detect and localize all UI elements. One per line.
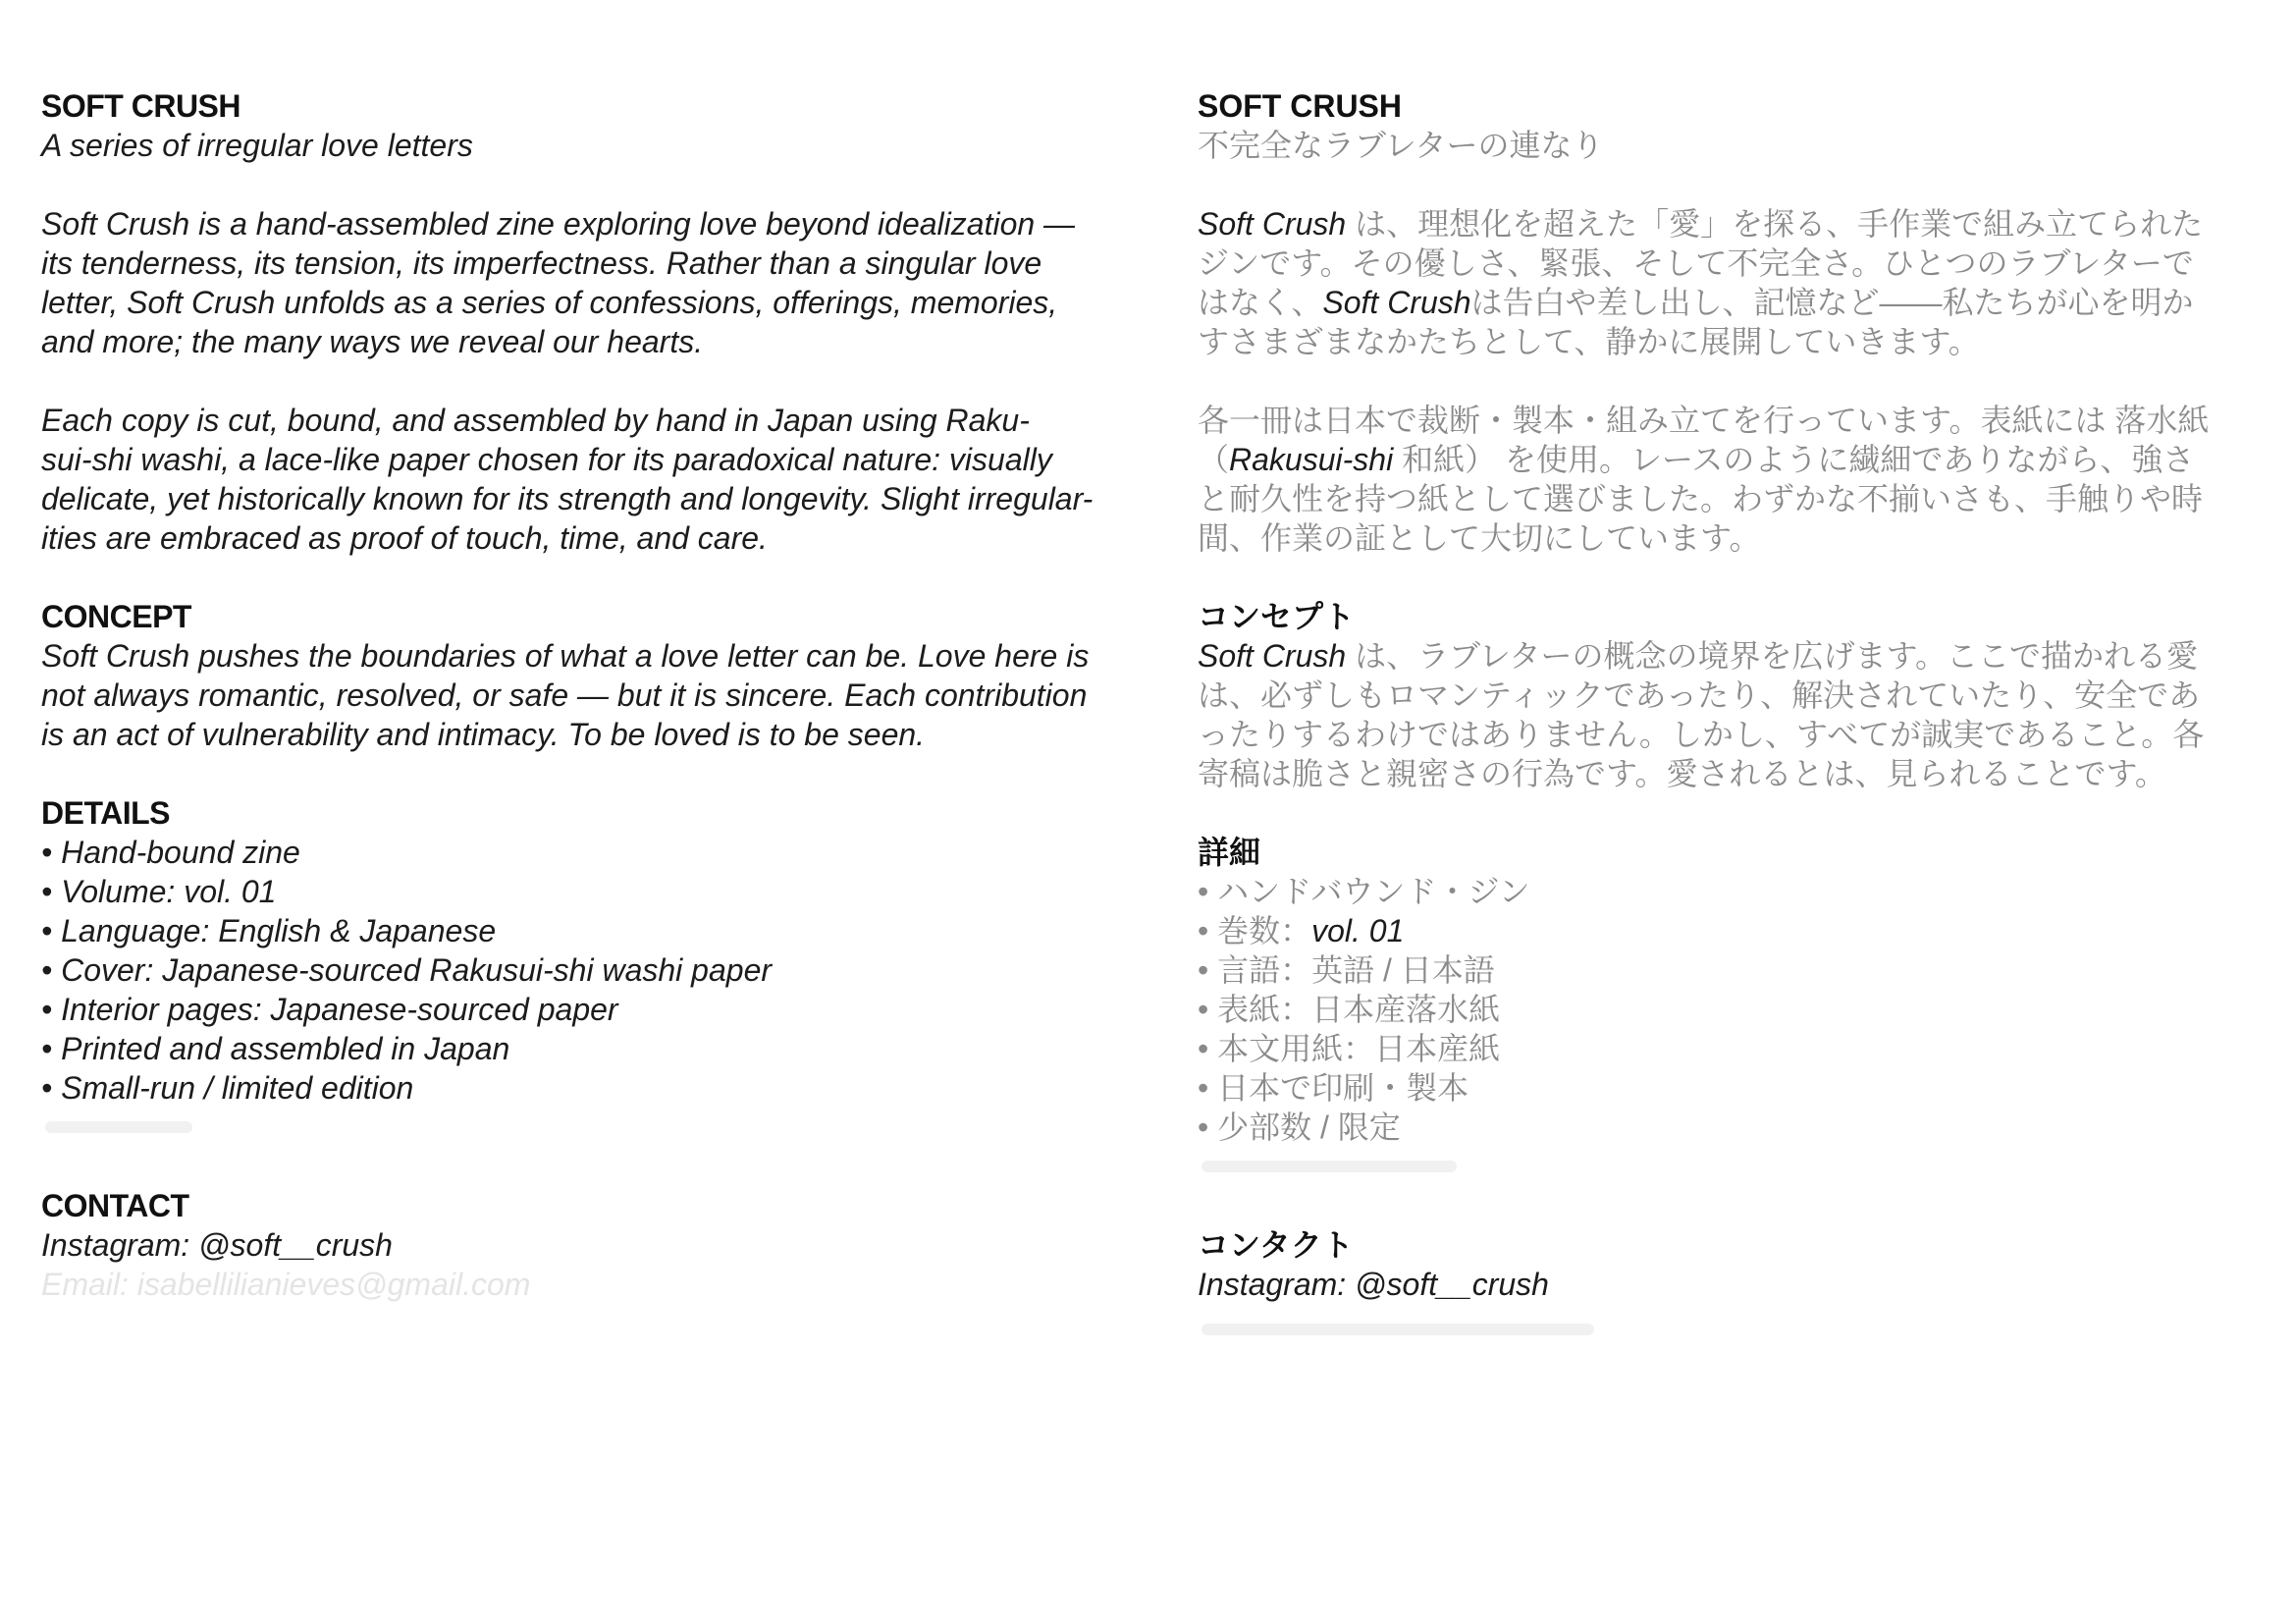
concept-paragraph-ja — [1198, 636, 2277, 793]
intro-line: its tenderness, its tension, its imperfectness. Rather than a singular love — [41, 245, 1042, 281]
concept-heading: CONCEPT — [41, 599, 191, 634]
paper-line-ja: 各一冊は日本で裁断・製本・組み立てを行っています。表紙には 落水紙 — [1198, 403, 2210, 438]
paper-line-ja — [1198, 440, 2277, 479]
intro-line-ja: ジンです。その優しさ、緊張、そして不完全さ。ひとつのラブレターで — [1198, 245, 2194, 281]
rakusui-shi-term: Rakusui-shi — [1229, 442, 1394, 477]
list-item: • Volume: vol. 01 — [41, 874, 277, 909]
paper-text: （ — [1198, 442, 1230, 477]
subtitle-ja: 不完全なラブレターの連なり — [1198, 128, 1604, 163]
faded-email-line — [1198, 1304, 2277, 1343]
soft-crush-name: Soft Crush — [1198, 206, 1347, 242]
soft-crush-name: Soft Crush — [1198, 638, 1347, 674]
list-item: • Interior pages: Japanese-sourced paper — [41, 992, 618, 1027]
details-heading-ja: 詳細 — [1198, 835, 1261, 870]
details-list-ja — [1198, 872, 2277, 1186]
intro-line-ja — [1198, 204, 2277, 244]
list-item: • Printed and assembled in Japan — [41, 1031, 510, 1066]
list-item-ja: • ハンドバウンド・ジン — [1198, 874, 1530, 909]
intro-line-ja — [1198, 283, 2277, 322]
concept-line-ja: ったりするわけではありません。しかし、すべてが誠実であること。各 — [1198, 717, 2205, 752]
details-heading: DETAILS — [41, 795, 171, 831]
paper-line-ja: と耐久性を持つ紙として選びました。わずかな不揃いさも、手触りや時 — [1198, 481, 2204, 516]
concept-text: は、ラブレターの概念の境界を広げます。ここで描かれる愛 — [1346, 638, 2198, 674]
paper-paragraph — [41, 401, 1121, 558]
contact-heading: CONTACT — [41, 1188, 189, 1223]
faded-list-item — [41, 1108, 1121, 1147]
intro-text: は、理想化を超えた「愛」を探る、手作業で組み立てられた — [1346, 206, 2204, 242]
title-ja: SOFT CRUSH — [1198, 88, 1402, 124]
japanese-column — [1198, 86, 2277, 1343]
list-item-ja: • 言語：英語 / 日本語 — [1198, 952, 1495, 988]
contact-heading-ja: コンタクト — [1198, 1227, 1354, 1263]
list-item-label: • 巻数： — [1198, 913, 1312, 948]
concept-line-ja — [1198, 636, 2277, 676]
intro-line: letter, Soft Crush unfolds as a series of confessions, offerings, memories, — [41, 285, 1058, 320]
list-item-ja: • 日本で印刷・製本 — [1198, 1070, 1469, 1106]
concept-line: not always romantic, resolved, or safe — but it is sincere. Each contribution — [41, 677, 1088, 713]
list-item: • Cover: Japanese-sourced Rakusui-shi washi paper — [41, 952, 773, 988]
concept-heading-ja: コンセプト — [1198, 599, 1356, 634]
list-item-ja: • 本文用紙：日本産紙 — [1198, 1031, 1501, 1066]
intro-line: Soft Crush is a hand-assembled zine exploring love beyond idealization — — [41, 206, 1076, 242]
faded-list-item — [1198, 1147, 2277, 1186]
paper-line-ja: 間、作業の証として大切にしています。 — [1198, 520, 1761, 556]
paper-line: sui-shi washi, a lace-like paper chosen for its paradoxical nature: visually — [41, 442, 1052, 477]
soft-crush-name: Soft Crush — [1322, 285, 1471, 320]
paper-text: 和紙） を使用。レースのように繊細でありながら、強さ — [1393, 442, 2195, 477]
intro-line-ja: すさまざまなかたちとして、静かに展開していきます。 — [1198, 324, 1980, 359]
concept-line: Soft Crush pushes the boundaries of what a love letter can be. Love here is — [41, 638, 1090, 674]
intro-text: はなく、 — [1198, 285, 1323, 320]
paper-paragraph-ja — [1198, 401, 2277, 558]
intro-paragraph — [41, 204, 1121, 361]
volume-value: vol. 01 — [1311, 913, 1405, 948]
list-item-ja: • 少部数 / 限定 — [1198, 1110, 1401, 1145]
intro-paragraph-ja — [1198, 204, 2277, 361]
list-item: • Small-run / limited edition — [41, 1070, 414, 1106]
list-item-ja — [1198, 911, 2277, 950]
instagram-handle-ja[interactable] — [1198, 1265, 2277, 1304]
concept-line: is an act of vulnerability and intimacy. To be loved is to be seen. — [41, 717, 926, 752]
paper-line: Each copy is cut, bound, and assembled by hand in Japan using Raku- — [41, 403, 1030, 438]
subtitle: A series of irregular love letters — [41, 128, 473, 163]
concept-line-ja: は、必ずしもロマンティックであったり、解決されていたり、安全であ — [1198, 677, 2201, 713]
details-list — [41, 833, 1121, 1147]
title: SOFT CRUSH — [41, 88, 240, 124]
list-item: • Language: English & Japanese — [41, 913, 497, 948]
instagram-handle[interactable]: Instagram: @soft__crush — [41, 1227, 393, 1263]
intro-text: は告白や差し出し、記憶など――私たちが心を明か — [1470, 285, 2194, 320]
paper-line: delicate, yet historically known for its strength and longevity. Slight irregular- — [41, 481, 1094, 516]
list-item-ja: • 表紙：日本産落水紙 — [1198, 992, 1501, 1027]
email-address[interactable]: Email: isabellilianieves@gmail.com — [41, 1267, 531, 1302]
instagram-text: Instagram: @soft__crush — [1198, 1267, 1549, 1302]
concept-line-ja: 寄稿は脆さと親密さの行為です。愛されるとは、見られることです。 — [1198, 756, 2166, 791]
intro-line: and more; the many ways we reveal our hearts. — [41, 324, 704, 359]
concept-paragraph — [41, 636, 1121, 754]
paper-line: ities are embraced as proof of touch, time, and care. — [41, 520, 768, 556]
english-column — [41, 86, 1121, 1304]
list-item: • Hand-bound zine — [41, 835, 300, 870]
